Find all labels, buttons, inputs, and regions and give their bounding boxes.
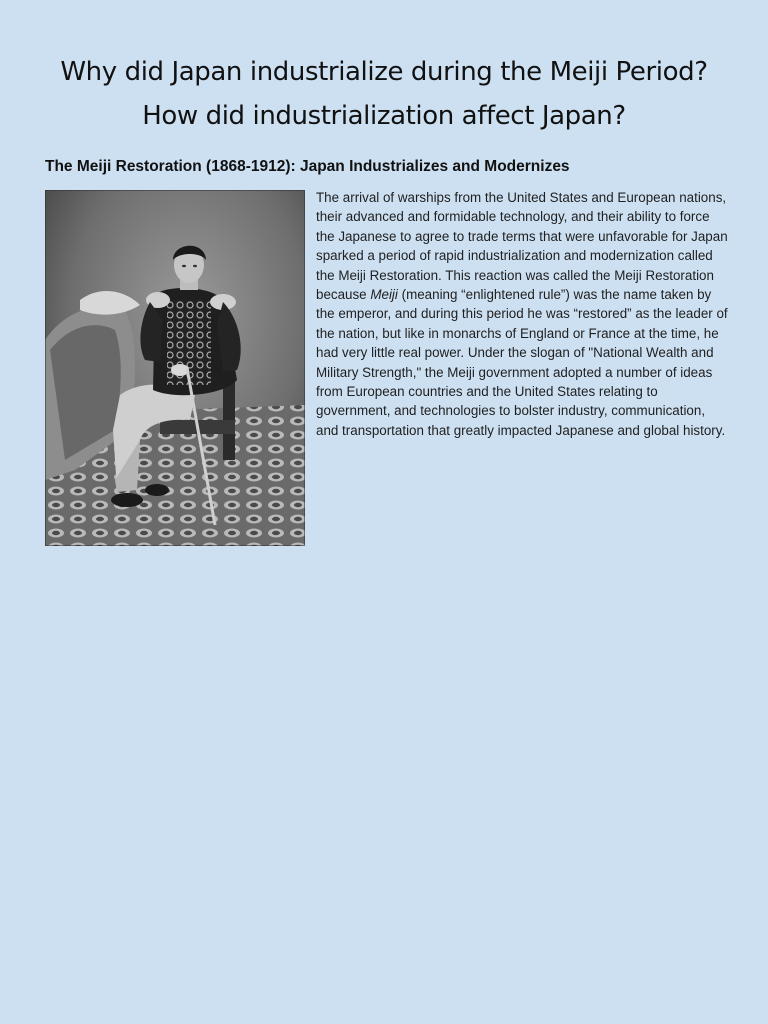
meiji-italic-word: Meiji [370,287,398,303]
page-title [30,50,738,138]
paragraph-part-2: (meaning “enlightened rule”) was the name taken by the emperor, and during this period he was “restored” as the leader of the nation, but like in monarchs of England or France at the time, he had very little real power. Under the slogan of "National Wealth and Military Strength," the Meiji government adopted a number of ideas from European countries and the United States relating to government, and technologies to bolster industry, communication, and transportation that greatly impacted Japanese and global history. [316,287,728,438]
title-line-1: Why did Japan industrialize during the Meiji Period? [60,57,708,87]
title-line-2: How did industrialization affect Japan? [142,101,626,131]
section-heading: The Meiji Restoration (1868-1912): Japan Industrializes and Modernizes [45,158,570,175]
paragraph-part-1: The arrival of warships from the United States and European nations, their advanced and formidable technology, and their ability to force the Japanese to agree to trade terms that were unfavorable for Japan sparked a period of rapid industrialization and modernization called the Meiji Restoration. This reaction was called the Meiji Restoration because [316,190,728,303]
article-paragraph [316,188,728,440]
emperor-meiji-photograph [45,190,305,546]
